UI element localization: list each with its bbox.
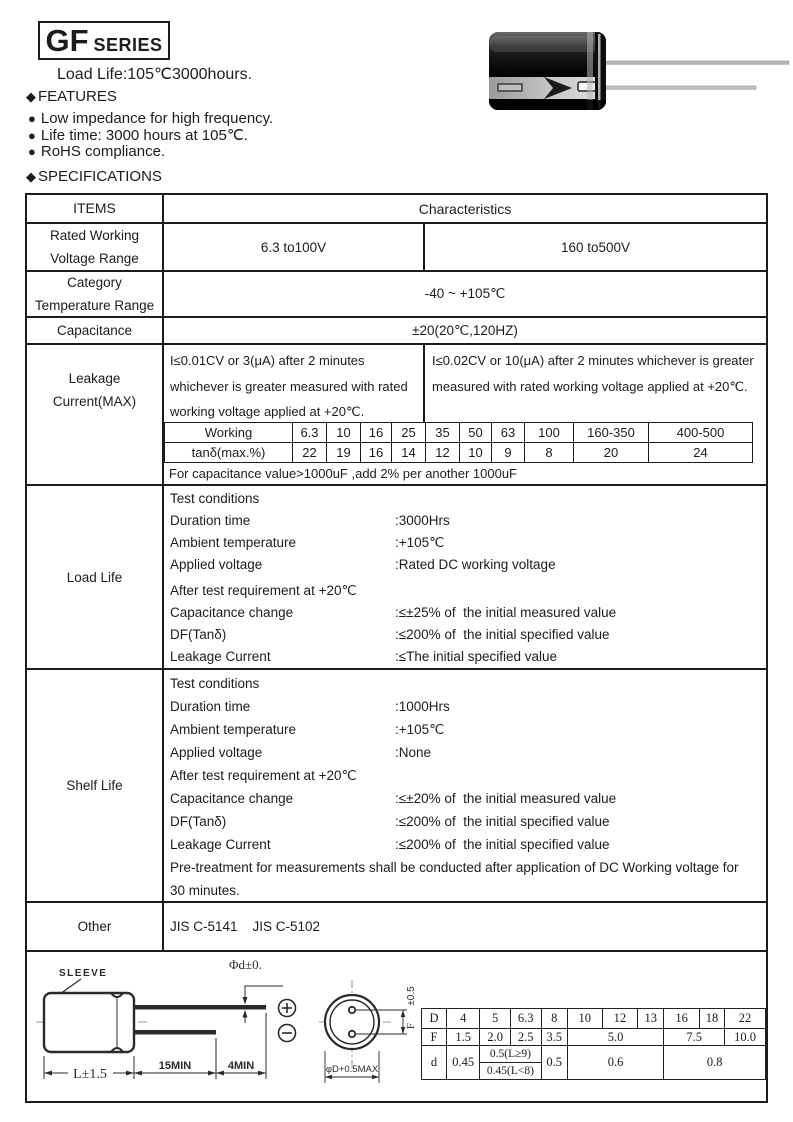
tan-cell: 8 xyxy=(525,443,574,463)
items-header: ITEMS xyxy=(27,195,164,222)
feature-text: RoHS compliance. xyxy=(40,143,166,160)
dim-cell: 6.3 xyxy=(510,1009,541,1029)
label-line: Leakage xyxy=(68,371,121,386)
capacitance-row xyxy=(27,318,766,345)
test-line xyxy=(164,695,766,718)
dim-cell: 0.5(L≥9) xyxy=(480,1046,541,1063)
capacitor-leads xyxy=(605,61,789,89)
voltage-cell: 160-350 xyxy=(574,423,649,443)
positive-polarity-icon xyxy=(279,1000,296,1017)
bullet-icon: ● xyxy=(28,111,36,126)
dimensions-diagram-row xyxy=(27,952,766,1101)
leakage-high-text: I≤0.02CV or 10(μA) after 2 minutes whichever is greater measured with rated working voltage applied at +20℃. xyxy=(432,353,754,394)
lead-spacing-f-label: F xyxy=(405,1022,417,1030)
specifications-heading xyxy=(26,168,162,185)
feature-text: Low impedance for high frequency. xyxy=(40,110,274,127)
voltage-cell: 100 xyxy=(525,423,574,443)
capacitor-photo xyxy=(488,30,790,112)
label-line: Temperature Range xyxy=(34,298,155,313)
dim-row-label: D xyxy=(422,1009,447,1029)
specifications-table xyxy=(25,193,768,1103)
line-value: :+105℃ xyxy=(395,535,445,550)
capacitor-side-view-drawing xyxy=(31,952,321,1101)
test-line xyxy=(164,787,766,810)
capacitor-body-outline xyxy=(44,993,134,1052)
tan-cell: 10 xyxy=(460,443,492,463)
load-life-row xyxy=(27,486,766,670)
line-value: :≤±25% of the initial measured value xyxy=(395,605,617,620)
dim-cell: 8 xyxy=(541,1009,567,1029)
line-label: Pre-treatment for measurements shall be conducted after application of DC Working voltage for xyxy=(170,860,739,875)
leakage-current-row xyxy=(27,345,766,486)
line-value: :Rated DC working voltage xyxy=(395,557,556,572)
dim-cell: 0.6 xyxy=(567,1046,663,1080)
line-label: Capacitance change xyxy=(170,605,294,620)
pretreatment-note-line1 xyxy=(164,856,766,879)
leakage-low-text: I≤0.01CV or 3(μA) after 2 minutes whichever is greater measured with rated working voltage applied at +20℃. xyxy=(164,345,425,422)
features-heading-label: FEATURES xyxy=(38,88,117,105)
load-life-subtitle: Load Life:105℃3000hours. xyxy=(57,66,253,83)
load-life-label: Load Life xyxy=(27,486,164,668)
features-heading xyxy=(26,88,117,105)
voltage-cell: 16 xyxy=(361,423,392,443)
tan-cell: 9 xyxy=(492,443,525,463)
test-line xyxy=(164,718,766,741)
leakage-content xyxy=(164,345,766,484)
test-line xyxy=(164,510,766,532)
tan-label: tanδ(max.%) xyxy=(165,443,293,463)
test-line xyxy=(164,672,766,695)
rated-voltage-row xyxy=(27,224,766,272)
dim-cell: 10 xyxy=(567,1009,602,1029)
outer-circle xyxy=(325,995,379,1049)
dim-row-diameter xyxy=(422,1009,766,1029)
test-line xyxy=(164,624,766,646)
label-line: Rated Working xyxy=(49,228,140,243)
dim-row-label: F xyxy=(422,1029,447,1046)
pretreatment-note-line2 xyxy=(164,879,766,902)
diameter-label: φD+0.5MAX xyxy=(325,1064,379,1075)
dim-cell: 5 xyxy=(480,1009,511,1029)
line-label: Capacitance change xyxy=(170,791,294,806)
dim-cell: 12 xyxy=(602,1009,638,1029)
dim-row-lead-dia xyxy=(422,1046,766,1063)
voltage-cell: 10 xyxy=(327,423,361,443)
line-label: Applied voltage xyxy=(170,557,263,572)
shelf-life-content xyxy=(164,670,766,901)
category-temp-value: -40 ~ +105℃ xyxy=(424,286,506,301)
dim-cell: 0.45(L<8) xyxy=(480,1063,541,1080)
label-line: Category xyxy=(67,275,122,290)
rated-voltage-values xyxy=(164,224,766,270)
test-line xyxy=(164,488,766,510)
test-line xyxy=(164,810,766,833)
test-line xyxy=(164,764,766,787)
test-line xyxy=(164,554,766,576)
line-label: DF(Tanδ) xyxy=(170,627,227,642)
label-line: Voltage Range xyxy=(50,251,139,266)
line-label: Ambient temperature xyxy=(170,535,297,550)
tan-delta-table xyxy=(164,422,753,463)
rated-voltage-low: 6.3 to100V xyxy=(164,224,425,270)
lead-length-15-label: 15MIN xyxy=(158,1060,192,1072)
feature-item xyxy=(28,128,273,145)
band-mark-left xyxy=(498,84,522,91)
category-temp-row xyxy=(27,272,766,318)
line-value: :≤200% of the initial specified value xyxy=(395,627,610,642)
lead-length-4-label: 4MIN xyxy=(227,1060,255,1072)
voltage-cell: 400-500 xyxy=(649,423,753,443)
line-label: 30 minutes. xyxy=(170,883,240,898)
capacitance-label: Capacitance xyxy=(27,318,164,343)
tan-cell: 24 xyxy=(649,443,753,463)
dim-cell: 0.5 xyxy=(541,1046,567,1080)
dim-cell: 7.5 xyxy=(664,1029,725,1046)
line-label: After test requirement at +20℃ xyxy=(170,768,357,783)
line-label: Ambient temperature xyxy=(170,722,297,737)
line-label: DF(Tanδ) xyxy=(170,814,227,829)
dim-cell: 0.8 xyxy=(664,1046,766,1080)
dim-cell: 4 xyxy=(447,1009,480,1029)
negative-polarity-icon xyxy=(279,1025,296,1042)
lead-diameter-label: Φd±0. xyxy=(229,957,262,972)
dim-cell: 2.0 xyxy=(480,1029,511,1046)
tan-cell: 22 xyxy=(293,443,327,463)
bullet-icon: ● xyxy=(28,144,36,159)
working-label: Working xyxy=(165,423,293,443)
table-header-row xyxy=(27,195,766,224)
shelf-life-row xyxy=(27,670,766,903)
series-suffix: SERIES xyxy=(93,35,163,55)
characteristics-header: Characteristics xyxy=(418,200,512,217)
feature-list xyxy=(28,111,273,161)
voltage-cell: 50 xyxy=(460,423,492,443)
line-label: Test conditions xyxy=(170,676,260,691)
line-label: Applied voltage xyxy=(170,745,263,760)
rated-voltage-label xyxy=(27,224,164,270)
capacitance-value: ±20(20℃,120HZ) xyxy=(412,322,518,338)
category-temp-label xyxy=(27,272,164,316)
dim-cell: 5.0 xyxy=(567,1029,663,1046)
dim-cell: 0.45 xyxy=(447,1046,480,1080)
voltage-cell: 35 xyxy=(426,423,460,443)
leakage-note: For capacitance value>1000uF ,add 2% per another 1000uF xyxy=(169,466,517,481)
test-line xyxy=(164,741,766,764)
dim-cell: 3.5 xyxy=(541,1029,567,1046)
sleeve-label: SLEEVE xyxy=(59,968,108,979)
dim-cell: 18 xyxy=(699,1009,724,1029)
tan-table-values-row xyxy=(165,443,753,463)
body-length-label: L±1.5 xyxy=(73,1067,107,1082)
series-title-box xyxy=(38,21,170,60)
voltage-cell: 6.3 xyxy=(293,423,327,443)
sleeve-leader-line xyxy=(60,979,81,994)
dim-cell: 10.0 xyxy=(725,1029,766,1046)
line-label: Leakage Current xyxy=(170,649,271,664)
feature-text: Life time: 3000 hours at 105℃. xyxy=(40,126,248,144)
line-value: :≤±20% of the initial measured value xyxy=(395,791,617,806)
leakage-texts xyxy=(164,345,766,422)
dim-cell: 16 xyxy=(664,1009,700,1029)
test-line xyxy=(164,580,766,602)
line-label: Leakage Current xyxy=(170,837,271,852)
series-name: GF xyxy=(45,23,89,58)
capacitor-end-view-drawing xyxy=(319,952,419,1101)
dim-cell: 13 xyxy=(638,1009,664,1029)
tan-table-working-row xyxy=(165,423,753,443)
other-standards: JIS C-5141 JIS C-5102 xyxy=(170,919,321,934)
voltage-cell: 63 xyxy=(492,423,525,443)
line-value: :≤200% of the initial specified value xyxy=(395,814,610,829)
tan-cell: 20 xyxy=(574,443,649,463)
feature-item xyxy=(28,111,273,128)
dim-cell: 1.5 xyxy=(447,1029,480,1046)
tan-cell: 16 xyxy=(361,443,392,463)
shelf-life-label: Shelf Life xyxy=(27,670,164,901)
line-label: After test requirement at +20℃ xyxy=(170,583,357,598)
label-line: Current(MAX) xyxy=(52,394,137,409)
phi-d-leader xyxy=(245,986,283,1001)
arrowhead-up-icon xyxy=(243,1010,248,1018)
line-label: Duration time xyxy=(170,699,251,714)
other-row xyxy=(27,903,766,952)
diamond-icon: ◆ xyxy=(26,168,36,184)
dimension-table xyxy=(421,1008,766,1080)
line-label: Test conditions xyxy=(170,491,260,506)
bullet-icon: ● xyxy=(28,127,36,143)
line-value: :+105℃ xyxy=(395,722,445,737)
line-value: :1000Hrs xyxy=(395,699,450,714)
line-label: Duration time xyxy=(170,513,251,528)
dim-cell: 2.5 xyxy=(510,1029,541,1046)
feature-item xyxy=(28,144,273,161)
top-lead xyxy=(134,1005,266,1010)
specifications-heading-label: SPECIFICATIONS xyxy=(38,168,162,185)
tan-cell: 12 xyxy=(426,443,460,463)
other-label: Other xyxy=(27,903,164,950)
tan-cell: 19 xyxy=(327,443,361,463)
test-line xyxy=(164,646,766,668)
capacitor-body xyxy=(489,32,606,110)
test-line xyxy=(164,833,766,856)
dim-cell: 22 xyxy=(725,1009,766,1029)
f-tolerance-label: ±0.5 xyxy=(406,986,417,1006)
test-line xyxy=(164,532,766,554)
leakage-label xyxy=(27,345,164,484)
line-value: :≤The initial specified value xyxy=(395,649,557,664)
diamond-icon: ◆ xyxy=(26,88,36,104)
dim-row-label: d xyxy=(422,1046,447,1080)
rated-voltage-high: 160 to500V xyxy=(560,239,631,255)
load-life-content xyxy=(164,486,766,668)
tan-cell: 14 xyxy=(392,443,426,463)
dim-row-spacing xyxy=(422,1029,766,1046)
line-value: :≤200% of the initial specified value xyxy=(395,837,610,852)
bottom-lead xyxy=(134,1030,216,1035)
arrowhead-down-icon xyxy=(243,997,248,1005)
line-value: :3000Hrs xyxy=(395,513,450,528)
test-line xyxy=(164,602,766,624)
voltage-cell: 25 xyxy=(392,423,426,443)
line-value: :None xyxy=(395,745,432,760)
other-content xyxy=(164,903,766,950)
